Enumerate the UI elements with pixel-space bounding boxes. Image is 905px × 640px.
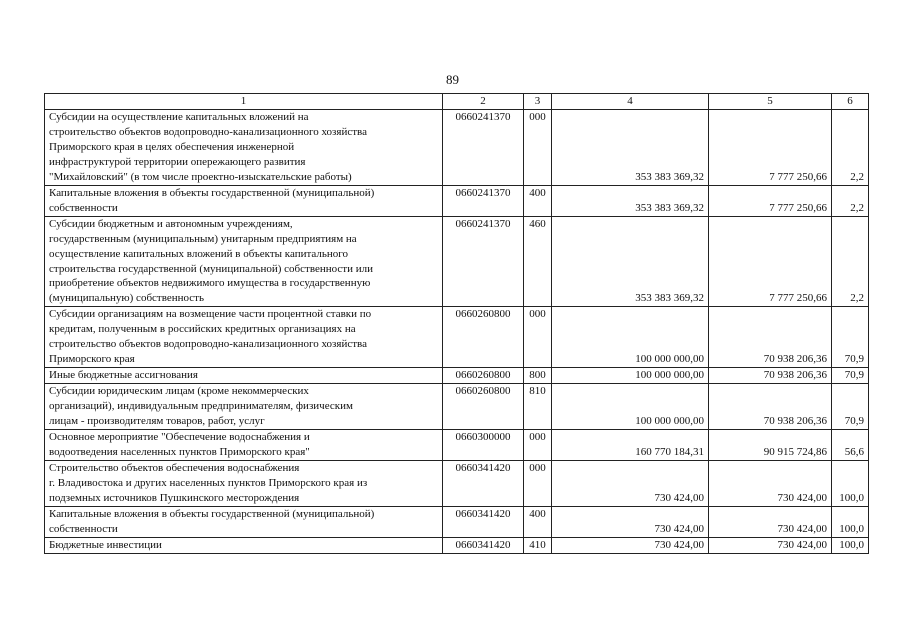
header-row [45,94,869,110]
row-amount-plan: 353 383 369,32 [552,110,709,186]
row-percent: 100,0 [832,460,869,506]
row-amount-actual: 7 777 250,66 [709,185,832,216]
row-percent: 100,0 [832,537,869,553]
table-row [45,216,869,307]
row-type: 000 [524,430,552,461]
row-description: Основное мероприятие "Обеспечение водоснабжения и водоотведения населенных пунктов Приморского края" [45,430,443,461]
row-description: Капитальные вложения в объекты государственной (муниципальной) собственности [45,506,443,537]
row-code: 0660260800 [443,384,524,430]
row-amount-plan: 353 383 369,32 [552,216,709,307]
row-code: 0660341420 [443,460,524,506]
row-description: Бюджетные инвестиции [45,537,443,553]
row-description: Субсидии организациям на возмещение части процентной ставки по кредитам, полученным в российских кредитных организациях на строительство объектов водопроводно-канализационного хозяйства Приморского края [45,307,443,368]
row-percent: 2,2 [832,185,869,216]
row-type: 460 [524,216,552,307]
row-code: 0660241370 [443,216,524,307]
row-type: 000 [524,307,552,368]
row-code: 0660341420 [443,537,524,553]
column-header-type: 3 [524,94,552,110]
row-amount-plan: 100 000 000,00 [552,368,709,384]
row-amount-actual: 730 424,00 [709,537,832,553]
row-description: Иные бюджетные ассигнования [45,368,443,384]
row-code: 0660300000 [443,430,524,461]
table-body [45,110,869,554]
row-type: 810 [524,384,552,430]
budget-table [44,93,869,554]
row-description: Субсидии юридическим лицам (кроме некоммерческих организаций), индивидуальным предпринимателям, физическим лицам - производителям товаров, работ, услуг [45,384,443,430]
page-number: 89 [446,72,459,87]
column-header-amount-actual: 5 [709,94,832,110]
row-amount-plan: 100 000 000,00 [552,384,709,430]
row-amount-actual: 7 777 250,66 [709,110,832,186]
row-type: 800 [524,368,552,384]
column-header-percent: 6 [832,94,869,110]
row-amount-plan: 730 424,00 [552,506,709,537]
row-code: 0660241370 [443,110,524,186]
row-type: 410 [524,537,552,553]
row-type: 400 [524,506,552,537]
row-type: 000 [524,110,552,186]
row-percent: 70,9 [832,307,869,368]
row-percent: 100,0 [832,506,869,537]
row-code: 0660341420 [443,506,524,537]
table-row [45,368,869,384]
row-percent: 70,9 [832,384,869,430]
column-header-code: 2 [443,94,524,110]
row-percent: 56,6 [832,430,869,461]
row-amount-plan: 160 770 184,31 [552,430,709,461]
row-amount-plan: 730 424,00 [552,537,709,553]
row-description: Субсидии бюджетным и автономным учреждениям, государственным (муниципальным) унитарным предприятиям на осуществление капитальных вложений в объекты капитального строительства государственной (муниципальной) собственности или приобретение объектов недвижимого имущества в государственную (муниципальную) собственность [45,216,443,307]
column-header-amount-plan: 4 [552,94,709,110]
row-type: 400 [524,185,552,216]
row-amount-plan: 730 424,00 [552,460,709,506]
row-description: Субсидии на осуществление капитальных вложений на строительство объектов водопроводно-канализационного хозяйства Приморского края в целях обеспечения инженерной инфраструктурой территории опережающего развития "Михайловский" (в том числе проектно-изыскательские работы) [45,110,443,186]
column-header-description: 1 [45,94,443,110]
table-header [45,94,869,110]
row-amount-actual: 70 938 206,36 [709,368,832,384]
row-amount-actual: 90 915 724,86 [709,430,832,461]
table-row [45,185,869,216]
table-row [45,307,869,368]
row-percent: 2,2 [832,216,869,307]
row-amount-plan: 353 383 369,32 [552,185,709,216]
table-row [45,506,869,537]
table-row [45,430,869,461]
row-amount-actual: 70 938 206,36 [709,307,832,368]
row-description: Капитальные вложения в объекты государственной (муниципальной) собственности [45,185,443,216]
table-row [45,110,869,186]
row-code: 0660241370 [443,185,524,216]
row-description: Строительство объектов обеспечения водоснабжения г. Владивостока и других населенных пунктов Приморского края из подземных источников Пушкинского месторождения [45,460,443,506]
row-code: 0660260800 [443,368,524,384]
row-percent: 70,9 [832,368,869,384]
row-amount-plan: 100 000 000,00 [552,307,709,368]
row-type: 000 [524,460,552,506]
row-amount-actual: 70 938 206,36 [709,384,832,430]
row-amount-actual: 730 424,00 [709,506,832,537]
table-row [45,460,869,506]
table-row [45,537,869,553]
table-row [45,384,869,430]
row-percent: 2,2 [832,110,869,186]
row-amount-actual: 730 424,00 [709,460,832,506]
row-amount-actual: 7 777 250,66 [709,216,832,307]
row-code: 0660260800 [443,307,524,368]
